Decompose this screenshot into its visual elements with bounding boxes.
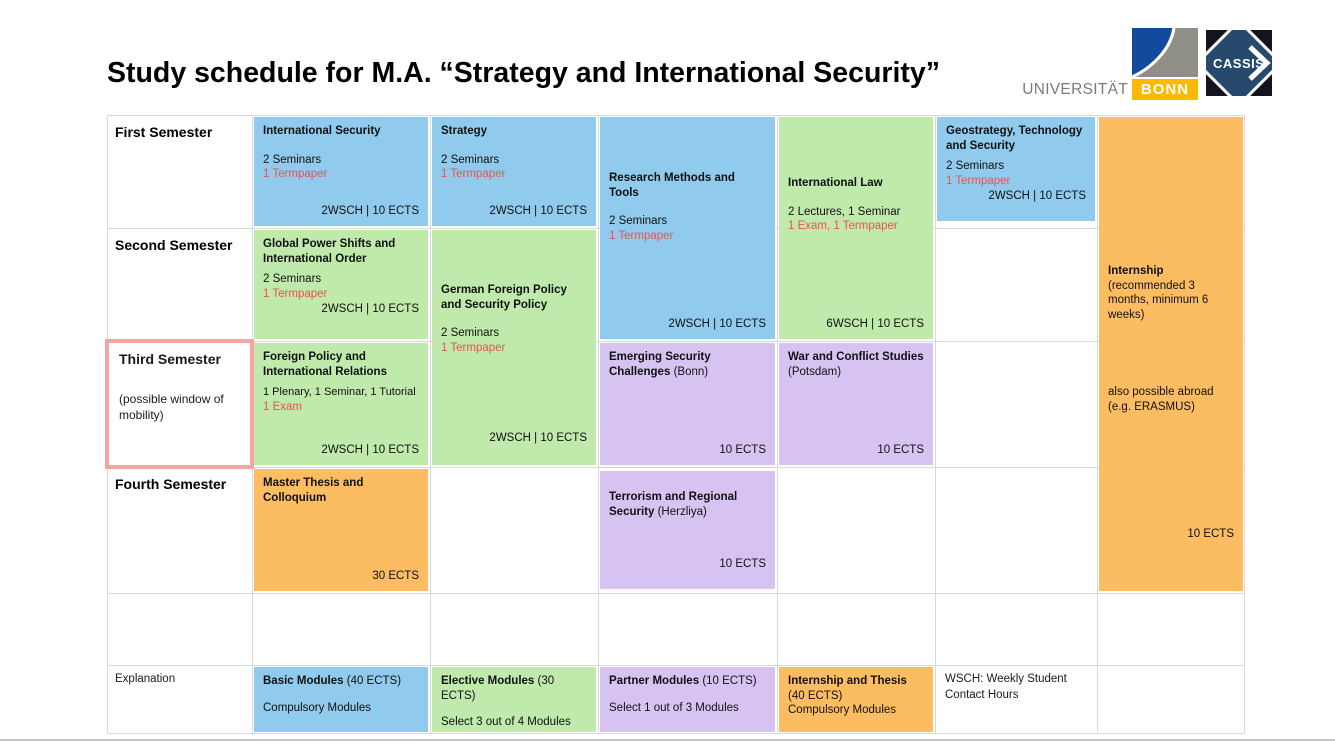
module-line-exam: 1 Exam <box>263 400 302 413</box>
grid-line <box>430 115 431 734</box>
uni-bonn-logo-icon <box>1132 28 1198 77</box>
module-line: 2 Seminars <box>441 327 500 340</box>
row-label-first-semester: First Semester <box>115 124 213 140</box>
module-german-foreign-policy <box>432 230 596 465</box>
legend-basic-modules <box>254 667 428 732</box>
row-label-second-semester: Second Semester <box>115 237 233 253</box>
module-emerging-security <box>600 343 775 465</box>
grid-line <box>1097 115 1098 734</box>
uni-bonn-bonn-badge: BONN <box>1132 79 1198 100</box>
module-line: 2 Seminars <box>263 273 322 286</box>
grid-line <box>107 665 1244 666</box>
grid-line <box>777 115 778 734</box>
module-ects: 10 ECTS <box>1187 528 1234 541</box>
module-line: 2 Seminars <box>263 153 322 166</box>
module-note: also possible abroad (e.g. ERASMUS) <box>1108 385 1214 413</box>
legend-ects: (40 ECTS) <box>346 675 402 687</box>
cassis-wordmark: CASSIS <box>1213 56 1265 71</box>
module-ects: 2WSCH | 10 ECTS <box>489 205 587 218</box>
module-ects: 2WSCH | 10 ECTS <box>489 432 587 445</box>
module-line: 2 Seminars <box>609 215 668 228</box>
module-foreign-policy-ir <box>254 343 428 465</box>
module-international-law <box>779 117 933 339</box>
module-title: Research Methods and Tools <box>609 172 735 199</box>
grid-line <box>935 115 936 734</box>
module-line-exam: 1 Termpaper <box>441 342 506 355</box>
legend-title: Internship and Thesis <box>788 675 907 687</box>
module-title: Strategy <box>441 125 488 137</box>
row-label-third-semester-highlight <box>105 339 254 469</box>
module-ects: 10 ECTS <box>719 558 766 571</box>
grid-line <box>107 467 1244 468</box>
page-bottom-rule <box>0 739 1335 741</box>
module-title: Geostrategy, Technology and Security <box>946 125 1083 152</box>
module-terrorism <box>600 471 775 589</box>
mobility-window-note: (possible window of mobility) <box>119 392 224 423</box>
legend-desc: Compulsory Modules <box>788 704 897 717</box>
module-location: (Potsdam) <box>788 365 842 378</box>
legend-ects: (30 ECTS) <box>441 675 555 702</box>
legend-wsch-note: WSCH: Weekly Student Contact Hours <box>945 673 1067 701</box>
grid-line <box>107 341 1244 342</box>
module-line-exam: 1 Termpaper <box>263 168 328 181</box>
legend-desc: Select 1 out of 3 Modules <box>609 701 739 714</box>
module-title: German Foreign Policy and Security Policy <box>441 284 567 311</box>
legend-title: Basic Modules <box>263 675 344 687</box>
module-ects: 30 ECTS <box>372 570 419 583</box>
module-strategy <box>432 117 596 226</box>
grid-line <box>107 593 1244 594</box>
legend-desc: Compulsory Modules <box>263 701 372 714</box>
grid-line <box>107 733 1244 734</box>
legend-title: Elective Modules <box>441 675 535 687</box>
module-ects: 2WSCH | 10 ECTS <box>988 189 1086 202</box>
module-line-exam: 1 Termpaper <box>946 175 1011 188</box>
module-ects: 10 ECTS <box>877 444 924 457</box>
module-geostrategy <box>937 117 1095 221</box>
module-line-exam: 1 Termpaper <box>441 168 506 181</box>
module-line-exam: 1 Exam, 1 Termpaper <box>788 220 898 233</box>
grid-line <box>598 115 599 734</box>
module-global-power-shifts <box>254 230 428 339</box>
legend-elective-modules <box>432 667 596 732</box>
module-international-security <box>254 117 428 226</box>
uni-bonn-wordmark: UNIVERSITÄT <box>1022 81 1128 98</box>
cassis-logo-icon <box>1206 30 1272 96</box>
module-ects: 2WSCH | 10 ECTS <box>321 205 419 218</box>
module-title: Master Thesis and Colloquium <box>263 477 364 504</box>
module-title: Terrorism and Regional Security <box>609 491 738 518</box>
module-title: Emerging Security Challenges <box>609 351 711 378</box>
module-ects: 6WSCH | 10 ECTS <box>826 318 924 331</box>
legend-ects: (10 ECTS) <box>702 675 757 687</box>
module-line: 1 Plenary, 1 Seminar, 1 Tutorial <box>263 386 416 399</box>
legend-title: Partner Modules <box>609 675 700 687</box>
legend-desc: Select 3 out of 4 Modules <box>441 716 571 729</box>
page-title: Study schedule for M.A. “Strategy and International Security” <box>107 57 940 89</box>
module-subtitle: (recommended 3 months, minimum 6 weeks) <box>1108 279 1209 322</box>
legend-internship-thesis <box>779 667 933 732</box>
module-title: Internship <box>1108 265 1164 277</box>
module-title: International Security <box>263 125 381 137</box>
module-line: 2 Seminars <box>946 160 1005 173</box>
grid-line <box>1244 115 1245 734</box>
row-label-fourth-semester: Fourth Semester <box>115 476 227 492</box>
module-line: 2 Seminars <box>441 153 500 166</box>
module-title: International Law <box>788 177 883 189</box>
module-title: Foreign Policy and International Relations <box>263 351 387 378</box>
legend-ects: (40 ECTS) <box>788 689 843 702</box>
module-ects: 10 ECTS <box>719 444 766 457</box>
module-internship <box>1099 117 1243 591</box>
legend-partner-modules <box>600 667 775 732</box>
module-line: 2 Lectures, 1 Seminar <box>788 205 901 218</box>
row-label-explanation: Explanation <box>115 673 176 685</box>
module-ects: 2WSCH | 10 ECTS <box>668 318 766 331</box>
module-location: (Bonn) <box>673 365 709 378</box>
grid-line <box>107 115 1244 116</box>
module-title: Global Power Shifts and International Order <box>263 238 396 265</box>
module-war-conflict <box>779 343 933 465</box>
module-research-methods <box>600 117 775 339</box>
module-master-thesis <box>254 469 428 591</box>
module-title: War and Conflict Studies <box>788 351 924 363</box>
module-location: (Herzliya) <box>657 505 707 518</box>
module-ects: 2WSCH | 10 ECTS <box>321 302 419 315</box>
module-line-exam: 1 Termpaper <box>609 230 674 243</box>
row-label-third-semester: Third Semester <box>119 351 221 367</box>
module-line-exam: 1 Termpaper <box>263 288 328 301</box>
module-ects: 2WSCH | 10 ECTS <box>321 444 419 457</box>
